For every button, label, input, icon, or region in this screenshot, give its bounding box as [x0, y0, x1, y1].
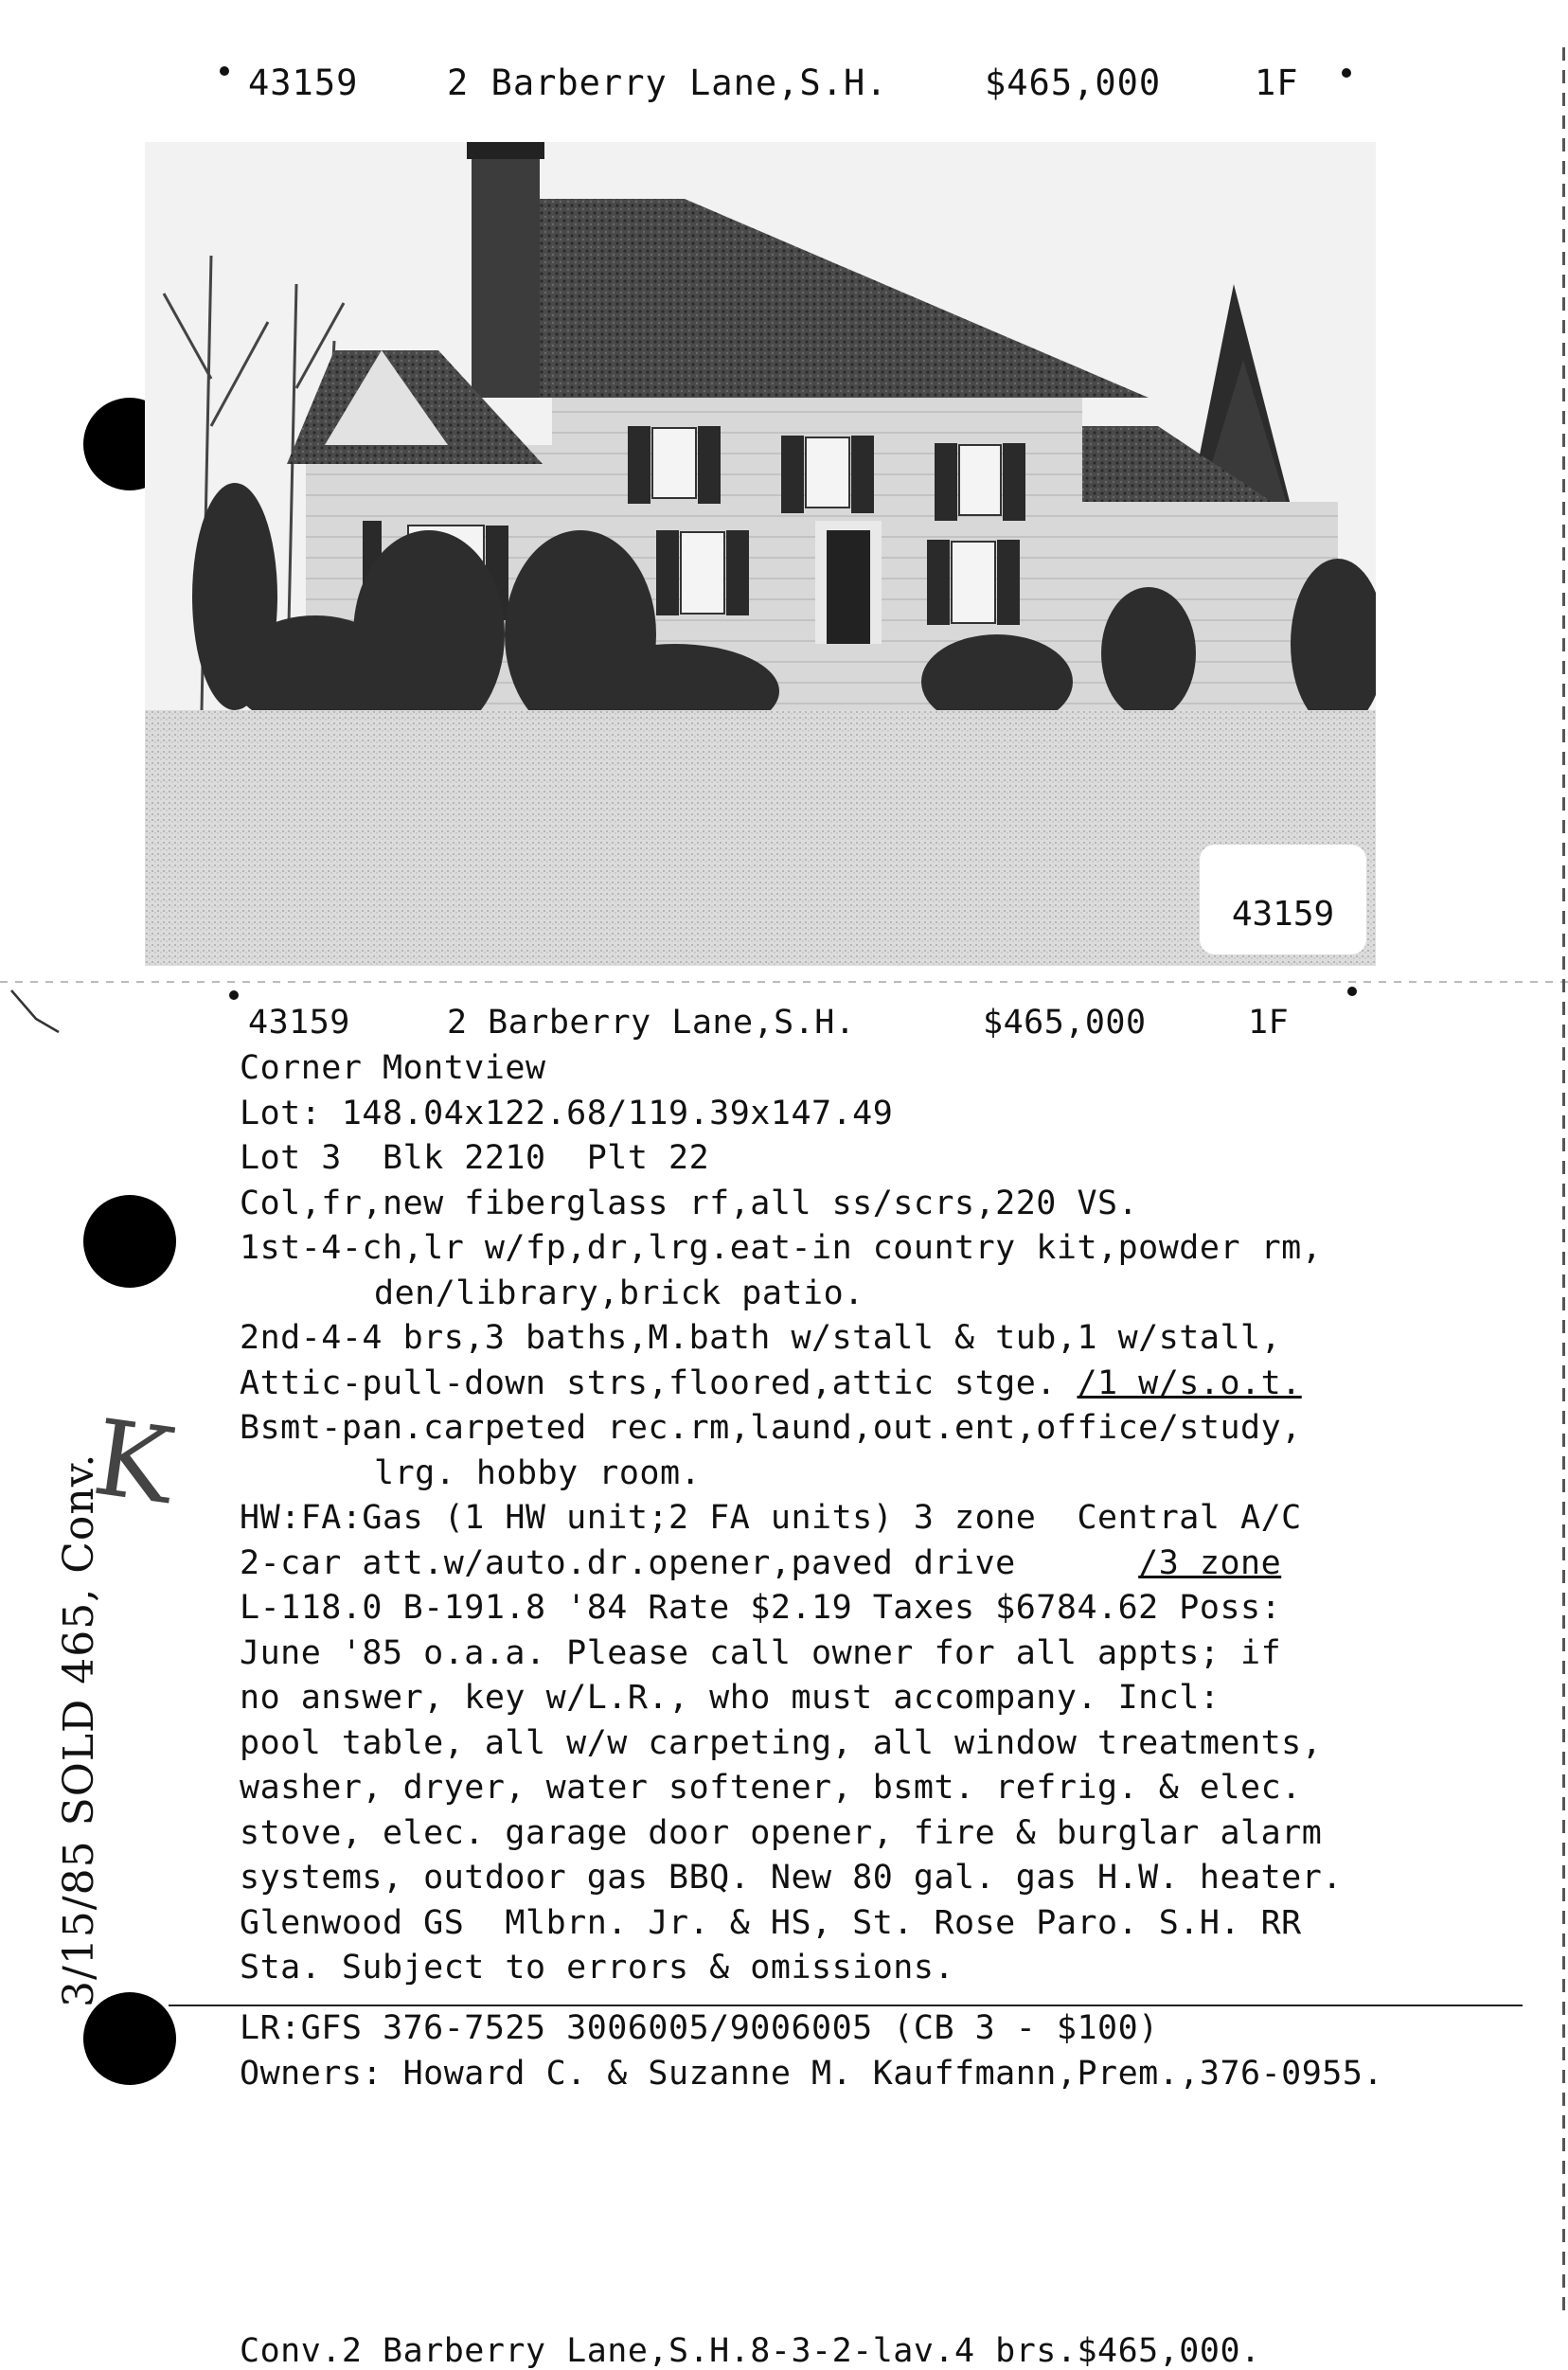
handwritten-sold-note: 3/15/85 SOLD 465, Conv.: [55, 1452, 103, 2007]
listing-realtor-line: LR:GFS 376-7525 3006005/9006005 (CB 3 - $100): [240, 2009, 1159, 2047]
listing-line: Lot 3 Blk 2210 Plt 22: [240, 1139, 710, 1177]
listing-addendum: /3 zone: [1138, 1543, 1282, 1582]
listing-line-text: Attic-pull-down strs,floored,attic stge.: [240, 1363, 1078, 1402]
listing-line: no answer, key w/L.R., who must accompany. Incl:: [240, 1679, 1221, 1717]
listing-line-text: 2-car att.w/auto.dr.opener,paved drive: [240, 1543, 1139, 1582]
listing-line-attic: [240, 1362, 1499, 1407]
house-photo: [145, 142, 1376, 966]
listing-line: pool table, all w/w carpeting, all window treatments,: [240, 1723, 1323, 1762]
listing-line: stove, elec. garage door opener, fire & burglar alarm: [240, 1813, 1323, 1852]
listing-line: Sta. Subject to errors & omissions.: [240, 1949, 955, 1987]
listing-line: Glenwood GS Mlbrn. Jr. & HS, St. Rose Paro. S.H. RR: [240, 1903, 1302, 1942]
header-bullet-left: [220, 66, 229, 76]
listing-line: washer, dryer, water softener, bsmt. refrig. & elec.: [240, 1769, 1302, 1807]
listing-line: Bsmt-pan.carpeted rec.rm,laund,out.ent,office/study,: [240, 1409, 1302, 1447]
listing-bullet-right: [1347, 987, 1357, 996]
section-divider: [169, 2005, 1523, 2006]
card-cut-line: [0, 981, 1568, 983]
listing-line: Lot: 148.04x122.68/119.39x147.49: [240, 1094, 894, 1132]
listing-line: 1st-4-ch,lr w/fp,dr,lrg.eat-in country kit,powder rm,: [240, 1229, 1323, 1267]
handwritten-initial: K: [86, 1396, 181, 1528]
listing-line: Corner Montview: [240, 1049, 546, 1087]
header-price: $465,000: [985, 62, 1162, 103]
listing-line: 2nd-4-4 brs,3 baths,M.bath w/stall & tub,1 w/stall,: [240, 1319, 1282, 1357]
handwritten-checkmark: [8, 985, 64, 1042]
listing-line-garage: [240, 1541, 1499, 1587]
listing-owners-line: Owners: Howard C. & Suzanne M. Kauffmann,Prem.,376-0955.: [240, 2055, 1384, 2093]
listing-no: 43159: [248, 1004, 350, 1042]
header-code: 1F: [1255, 62, 1299, 103]
listing-code: 1F: [1248, 1004, 1290, 1042]
listing-price: $465,000: [983, 1004, 1147, 1042]
listing-addendum: /1 w/s.o.t.: [1077, 1363, 1302, 1402]
listing-address: 2 Barberry Lane,S.H.: [447, 1004, 856, 1042]
listing-description: [240, 1046, 1499, 1991]
punch-hole-middle: [83, 1195, 176, 1288]
house-illustration: [145, 142, 1376, 966]
listing-line: Col,fr,new fiberglass rf,all ss/scrs,220 VS.: [240, 1184, 1139, 1222]
listing-line: HW:FA:Gas (1 HW unit;2 FA units) 3 zone Central A/C: [240, 1499, 1302, 1537]
listing-bullet-left: [229, 990, 239, 1000]
photo-listing-tag: 43159: [1200, 845, 1366, 954]
sale-summary-line: Conv.2 Barberry Lane,S.H.8-3-2-lav.4 brs.$465,000.: [240, 2332, 1261, 2370]
listing-line: L-118.0 B-191.8 '84 Rate $2.19 Taxes $6784.62 Poss:: [240, 1589, 1282, 1627]
header-listing-no: 43159: [248, 62, 359, 103]
header-address: 2 Barberry Lane,S.H.: [447, 62, 888, 103]
listing-line: den/library,brick patio.: [374, 1274, 864, 1312]
listing-line: systems, outdoor gas BBQ. New 80 gal. gas H.W. heater.: [240, 1859, 1343, 1897]
listing-line: June '85 o.a.a. Please call owner for all appts; if: [240, 1633, 1282, 1672]
page-right-edge: [1562, 47, 1565, 2320]
listing-line: lrg. hobby room.: [374, 1453, 702, 1492]
header-bullet-right: [1342, 68, 1351, 78]
